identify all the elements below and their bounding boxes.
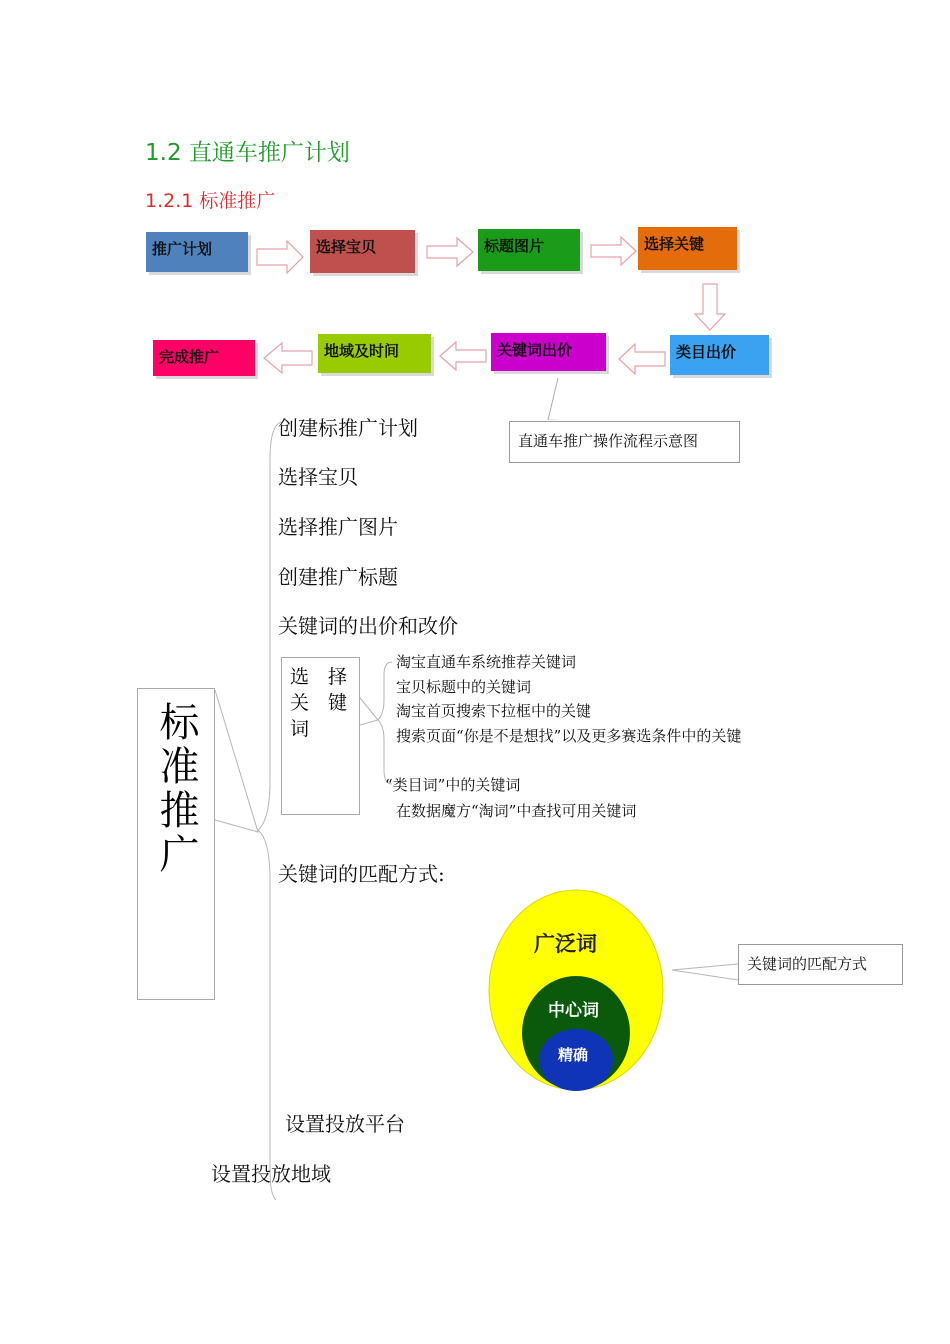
arrow-right-icon	[257, 241, 303, 273]
keyword-source: 淘宝直通车系统推荐关键词	[396, 653, 577, 671]
choose-keyword-box	[281, 657, 360, 815]
keyword-source: “类目词”中的关键词	[385, 776, 521, 794]
arrow-left-icon	[619, 344, 665, 374]
mindmap-item-keyword-bid: 关键词的出价和改价	[278, 614, 458, 638]
flow-step-label: 地域及时间	[324, 342, 400, 360]
choose-keyword-label: 词	[290, 718, 310, 740]
flow-callout: 直通车推广操作流程示意图	[509, 421, 740, 463]
arrow-left-icon	[264, 343, 312, 373]
flow-step-label: 推广计划	[152, 240, 213, 258]
broad-match-label: 广泛词	[534, 932, 597, 956]
keyword-source: 在数据魔方“淘词”中查找可用关键词	[396, 802, 637, 820]
arrow-right-icon	[427, 238, 473, 266]
phrase-match-label: 中心词	[548, 1001, 599, 1021]
subsection-heading: 1.2.1 标准推广	[145, 190, 276, 212]
match-callout: 关键词的匹配方式	[738, 944, 903, 985]
mindmap-item-create-plan: 创建标推广计划	[278, 416, 418, 440]
mindmap-root	[137, 688, 215, 1000]
mindmap-item-select-image: 选择推广图片	[278, 515, 398, 539]
arrow-left-icon	[440, 342, 486, 370]
match-type-diagram	[488, 888, 668, 1098]
flow-step-label: 选择宝贝	[316, 238, 377, 256]
mindmap-item-select-item: 选择宝贝	[278, 465, 358, 489]
section-heading: 1.2 直通车推广计划	[145, 140, 350, 166]
flow-step-label: 选择关键	[644, 235, 705, 253]
flow-step-label: 类目出价	[676, 343, 737, 361]
keyword-source: 淘宝首页搜索下拉框中的关键	[396, 702, 592, 720]
arrow-right-icon	[591, 237, 636, 265]
mindmap-item-match-type: 关键词的匹配方式:	[278, 862, 445, 886]
keyword-source: 搜索页面“你是不是想找”以及更多赛选条件中的关键	[396, 727, 742, 745]
flow-step-label: 标题图片	[484, 237, 545, 255]
exact-match-label: 精确	[558, 1046, 589, 1064]
flow-arrows	[0, 0, 950, 420]
choose-keyword-label: 选 择	[290, 666, 348, 688]
mindmap-root-label: 标准推广	[153, 701, 199, 877]
mindmap-item-platform: 设置投放平台	[285, 1112, 405, 1136]
flow-step-label: 关键词出价	[497, 341, 573, 359]
keyword-source: 宝贝标题中的关键词	[396, 678, 532, 696]
flow-step-label: 完成推广	[159, 348, 220, 366]
mindmap-item-create-title: 创建推广标题	[278, 565, 398, 589]
arrow-down-icon	[695, 284, 725, 330]
mindmap-item-region: 设置投放地域	[211, 1162, 331, 1186]
choose-keyword-label: 关 键	[290, 692, 348, 714]
